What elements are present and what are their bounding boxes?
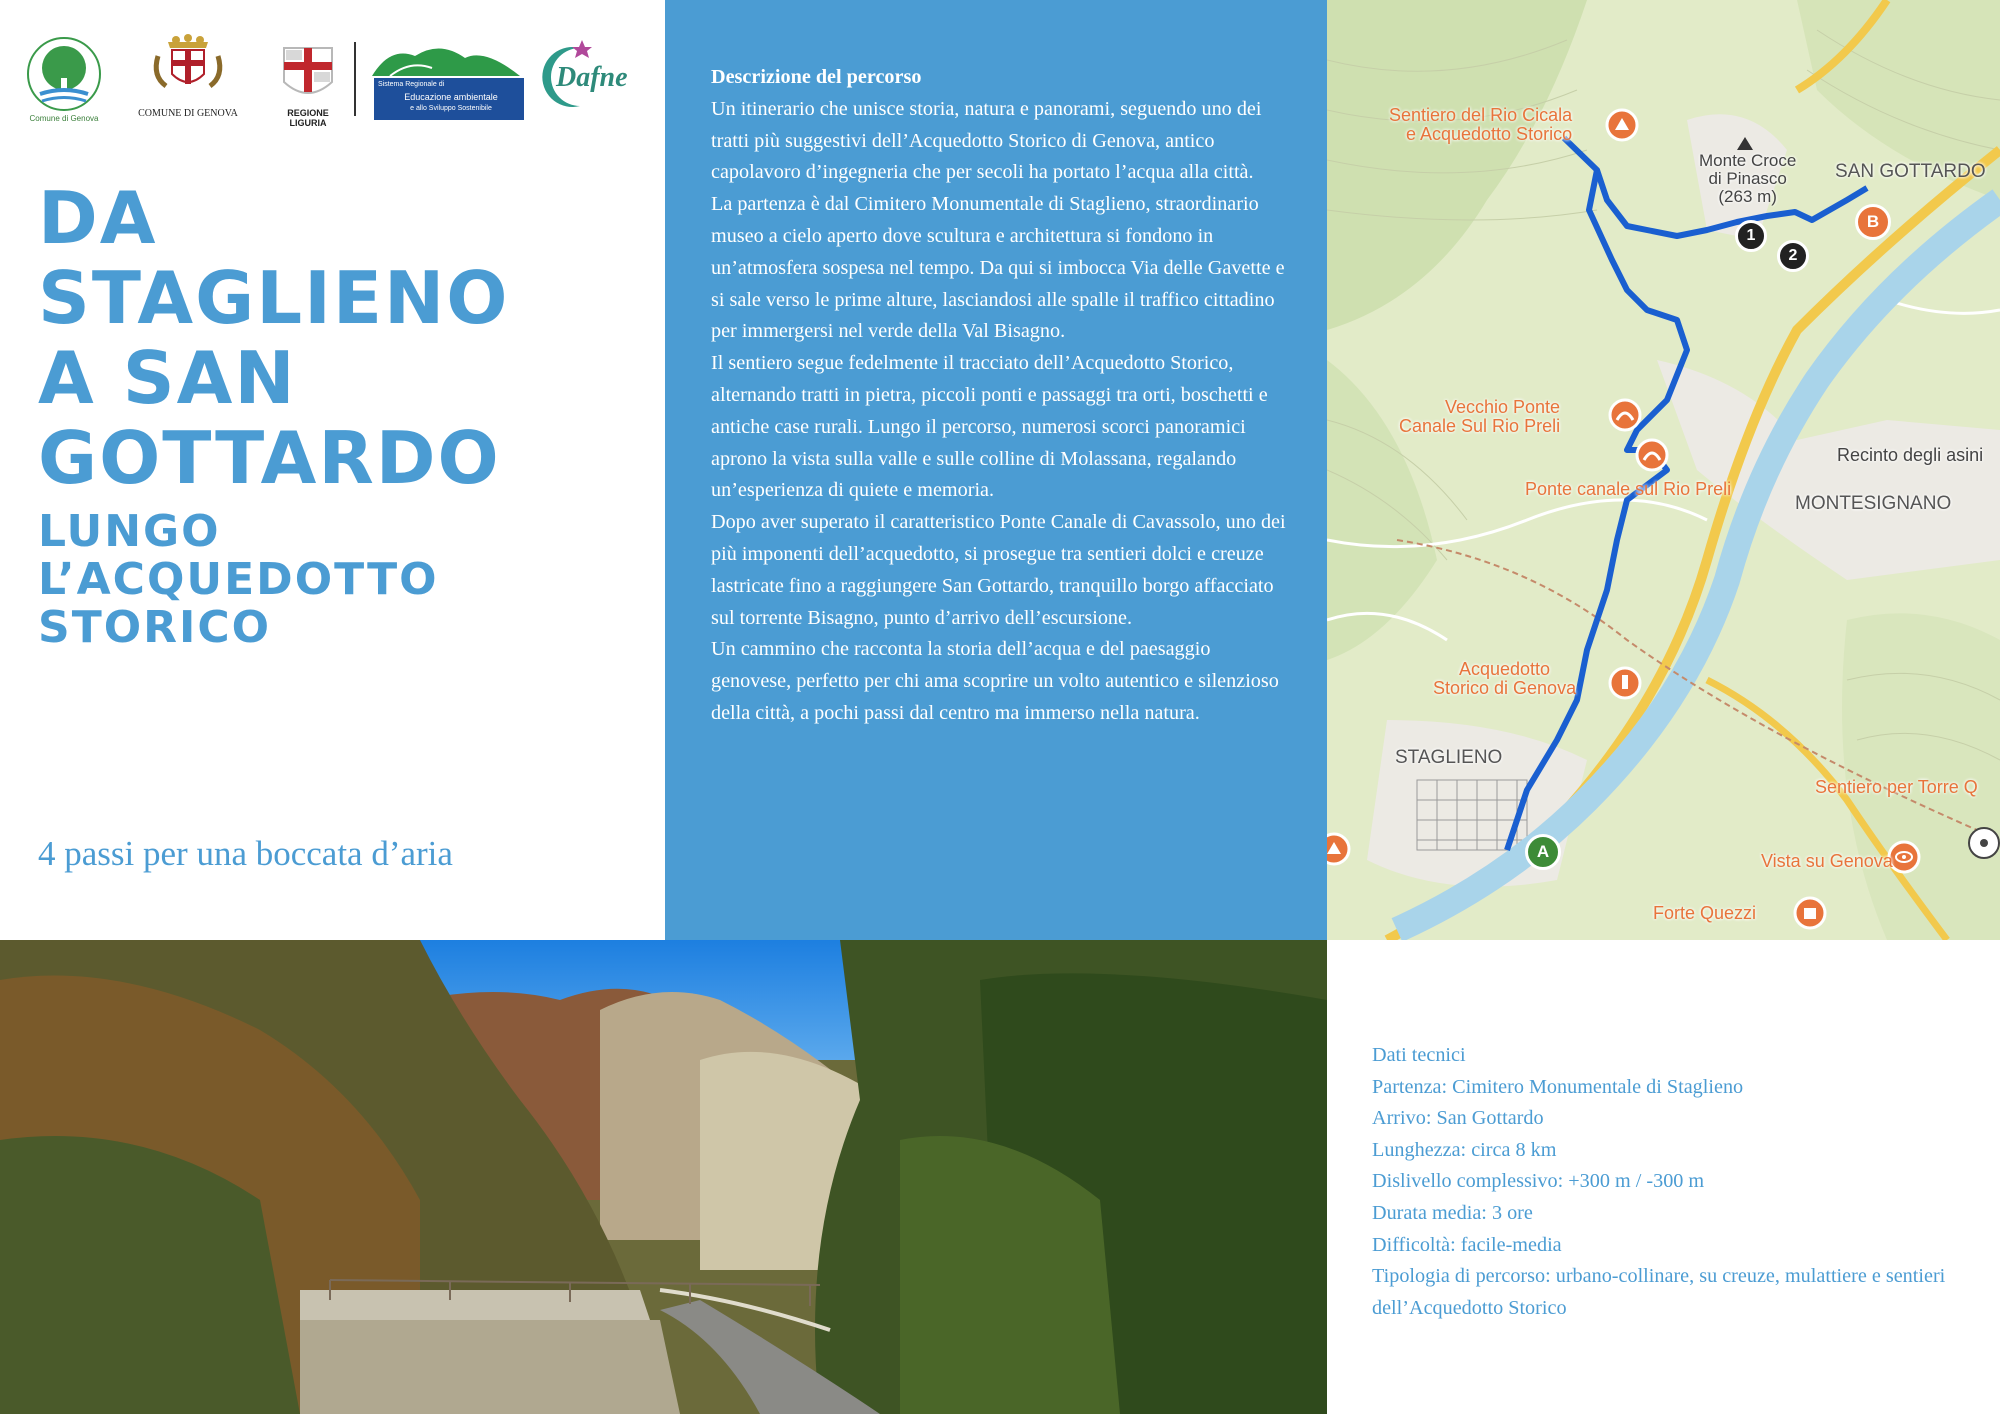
tech-line: Difficoltà: facile-media <box>1372 1233 1562 1256</box>
tech-line: Lunghezza: circa 8 km <box>1372 1138 1557 1161</box>
title-block <box>38 178 658 652</box>
map-label-rio-cicala: Sentiero del Rio Cicala e Acquedotto Storico <box>1389 105 1573 144</box>
valley-path-photo <box>0 940 1327 1414</box>
comune-genova-logo <box>118 28 258 128</box>
tech-line: Partenza: Cimitero Monumentale di Staglieno <box>1372 1075 1744 1098</box>
end-marker[interactable] <box>1855 204 1891 240</box>
tech-line: Arrivo: San Gottardo <box>1372 1107 1544 1130</box>
waypoint-2-label: 2 <box>1788 247 1798 264</box>
map-label-vecchio-ponte: Vecchio Ponte Canale Sul Rio Preli <box>1399 397 1561 436</box>
city-coat-of-arms-icon <box>118 28 258 104</box>
description-text <box>711 62 1291 730</box>
svg-text:Comune di Genova: Comune di Genova <box>29 114 99 123</box>
logo-divider <box>354 42 356 116</box>
sistema-line-3: e allo Sviluppo Sostenibile <box>410 105 492 112</box>
regione-label: REGIONE LIGURIA <box>287 108 329 128</box>
hills-emblem-icon <box>370 38 525 78</box>
description-paragraph: Un cammino che racconta la storia dell’acqua e del paesaggio genovese, perfetto per chi ama scoprire un volto autentico e silenzioso della città, a pochi passi dal centro ma immerso nella natura. <box>711 638 1279 724</box>
sistema-line-2: Educazione ambientale <box>404 92 498 102</box>
sistema-line-1: Sistema Regionale di <box>378 81 445 88</box>
map-label-torre: Sentiero per Torre Q <box>1815 777 1978 797</box>
tech-line: Dislivello complessivo: +300 m / -300 m <box>1372 1170 1705 1193</box>
tree-emblem-icon <box>18 28 118 128</box>
map-label-forte: Forte Quezzi <box>1653 903 1757 923</box>
hiking-poi-icon[interactable] <box>1327 832 1351 866</box>
poi-icon[interactable] <box>1967 826 2000 860</box>
route-map[interactable] <box>1327 0 2000 940</box>
description-paragraph: Dopo aver superato il caratteristico Ponte Canale di Cavassolo, uno dei più imponenti dell’acquedotto, si prosegue tra sentieri dolci e creuze lastricate fino a raggiungere San Gottardo, tranquillo borgo affacciato sul torrente Bisagno, punto d’arrivo dell’escursione. <box>711 511 1286 629</box>
page-subtitle: LUNGO L’ACQUEDOTTO STORICO <box>38 506 439 653</box>
waypoint-1[interactable] <box>1735 220 1767 252</box>
map-label-acquedotto: Acquedotto Storico di Genova <box>1433 659 1577 698</box>
landscape-photo <box>0 940 1327 1414</box>
tagline: 4 passi per una boccata d’aria <box>38 834 453 873</box>
description-paragraph: La partenza è dal Cimitero Monumentale di Staglieno, straordinario museo a cielo aperto dove scultura e architettura si fondono in un’atmosfera sospesa nel tempo. Da qui si imbocca Via delle Gavette e si sale verso le prime alture, lasciandosi alle spalle il traffico cittadino per immergersi nel verde della Val Bisagno. <box>711 193 1285 343</box>
tech-heading: Dati tecnici <box>1372 1044 1466 1066</box>
start-marker-label: A <box>1536 842 1550 861</box>
fortress-poi-icon[interactable] <box>1793 896 1827 930</box>
regione-liguria-logo <box>268 42 348 132</box>
hiking-poi-icon[interactable] <box>1608 398 1642 432</box>
map-label-monte-croce: Monte Croce di Pinasco (263 m) <box>1699 151 1797 206</box>
description-paragraph: Il sentiero segue fedelmente il tracciato dell’Acquedotto Storico, alternando tratti in pietra, piccoli ponti e passaggi tra orti, boschetti e antiche case rurali. Lungo il percorso, numerosi scorci panoramici aprono la vista sulla valle e sulle colline di Molassana, regalando un’esperienza di quiete e memoria. <box>711 352 1268 502</box>
end-marker-label: B <box>1866 212 1880 231</box>
ceas-logo <box>18 28 118 128</box>
map-label-staglieno: STAGLIENO <box>1395 747 1503 768</box>
title-panel <box>0 0 665 940</box>
dafne-label: Dafne <box>556 62 628 93</box>
map-label-vista: Vista su Genova <box>1761 851 1893 871</box>
sistema-regionale-logo <box>370 38 525 122</box>
description-heading: Descrizione del percorso <box>711 66 922 88</box>
map-label-montesignano: MONTESIGNANO <box>1795 493 1952 514</box>
tech-line: Durata media: 3 ore <box>1372 1201 1533 1224</box>
waypoint-2[interactable] <box>1777 240 1809 272</box>
comune-label: COMUNE DI GENOVA <box>138 108 238 119</box>
description-paragraph: Un itinerario che unisce storia, natura e panorami, seguendo uno dei tratti più suggestivi dell’Acquedotto Storico di Genova, antico capolavoro d’ingegneria che per secoli ha portato l’acqua alla città. <box>711 97 1262 184</box>
map-label-ponte-canale: Ponte canale sul Rio Preli <box>1525 479 1732 499</box>
waypoint-1-label: 1 <box>1746 227 1756 244</box>
regional-shield-icon <box>268 42 348 108</box>
technical-data <box>1372 1040 1982 1324</box>
bridge-poi-icon[interactable] <box>1635 438 1669 472</box>
logo-bar <box>18 28 658 128</box>
dafne-logo <box>536 34 656 124</box>
monument-poi-icon[interactable] <box>1608 666 1642 700</box>
tech-line: Tipologia di percorso: urbano-collinare, su creuze, mulattiere e sentieri dell’Acquedotto Storico <box>1372 1265 1946 1319</box>
page-title: DA STAGLIENO A SAN GOTTARDO <box>38 176 510 500</box>
map-label-recinto: Recinto degli asini <box>1837 445 1984 465</box>
description-panel <box>665 0 1327 940</box>
sistema-text-box <box>374 78 524 120</box>
start-marker[interactable] <box>1525 834 1561 870</box>
map-label-san-gottardo: SAN GOTTARDO <box>1835 161 1986 182</box>
hiking-poi-icon[interactable] <box>1605 108 1639 142</box>
